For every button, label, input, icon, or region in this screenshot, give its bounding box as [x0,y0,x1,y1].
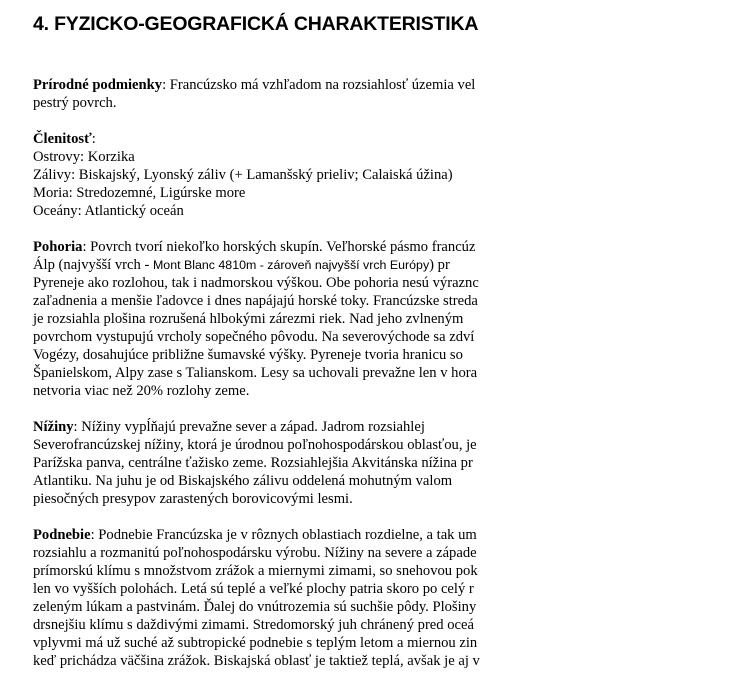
text-line: netvoria viac než 20% rozlohy zeme. [33,383,250,399]
text-line [33,526,733,544]
paragraph-text: : Povrch tvorí niekoľko horských skupín. Veľhorské pásmo francúz [82,239,476,255]
text-line: keď prichádza väčšina zrážok. Biskajská oblasť je taktiež teplá, avšak je aj v [33,653,480,669]
text-line: drsnejšiu klímu s daždivými zimami. Stredomorský juh chránený pred oceá [33,617,474,633]
list-item: Oceány: Atlantický oceán [33,203,184,219]
text-line [33,76,733,94]
text-line: Parížska panva, centrálne ťažisko zeme. Rozsiahlejšia Akvitánska nížina pr [33,455,473,471]
paragraph-podnebie [33,526,733,670]
text-line: Pyreneje ako rozlohou, tak i nadmorskou výškou. Obe pohoria nesú výraznc [33,275,479,291]
paragraph-text: : Podnebie Francúzska je v rôznych oblastiach rozdielne, a tak um [90,527,477,543]
paragraph-label: Nížiny [33,419,74,435]
text-line: zaľadnenia a menšie ľadovce i dnes napájajú horské toky. Francúzske streda [33,293,478,309]
text-line: piesočných presypov zarastených borovicovými lesmi. [33,491,353,507]
paragraph-text: ) pr [429,257,450,273]
paragraph-label: Prírodné podmienky [33,77,163,93]
list-item: Moria: Stredozemné, Ligúrske more [33,185,246,201]
paragraph-text: : Nížiny vypĺňajú prevažne sever a západ. Jadrom rozsiahlej [73,419,425,435]
paragraph-text: : [91,131,96,147]
text-line: povrchom vystupujú vrcholy sopečného pôvodu. Na severovýchode sa zdví [33,329,475,345]
paragraph-prirodne-podmienky [33,76,733,112]
paragraph-text: Álp (najvyšší vrch - [33,257,153,273]
paragraph-label: Členitosť [33,131,92,147]
text-line [33,418,733,436]
text-line: Vogézy, dosahujúce približne šumavské výšky. Pyreneje tvoria hranicu so [33,347,463,363]
text-line: len vo vyšších polohách. Letá sú teplé a veľké plochy patria skoro po celý r [33,581,474,597]
list-item: Zálivy: Biskajský, Lyonský záliv (+ Lamanšský prieliv; Calaiská úžina) [33,167,453,183]
paragraph-niziny [33,418,733,508]
text-line: Severofrancúzskej nížiny, ktorá je úrodnou poľnohospodárskou oblasťou, je [33,437,477,453]
paragraph-text: : Francúzsko má vzhľadom na rozsiahlosť územia vel [162,77,476,93]
paragraph-pohoria [33,238,733,400]
paragraph-text-sans: Mont Blanc 4810m - zároveň najvyšší vrch Európy [152,258,430,272]
document-body [33,76,733,688]
text-line: pestrý povrch. [33,95,117,111]
paragraph-label: Pohoria [33,239,83,255]
text-line: prímorskú klímu s množstvom zrážok a miernymi zimami, so snehovou pok [33,563,478,579]
text-line [33,238,733,256]
text-line: Španielskom, Alpy zase s Talianskom. Lesy sa uchovali prevažne len v hora [33,365,478,381]
text-line: rozsiahlu a rozmanitú poľnohospodársku výrobu. Nížiny na severe a západe [33,545,477,561]
text-line: vplyvmi má už suché až subtropické podnebie s teplým letom a miernou zin [33,635,478,651]
text-line: zeleným lúkam a pastvinám. Ďalej do vnútrozemia sú suchšie pôdy. Plošiny [33,599,477,615]
paragraph-clenitost [33,130,733,220]
list-item: Ostrovy: Korzika [33,149,135,165]
text-line: Atlantiku. Na juhu je od Biskajského zálivu oddelená mohutným valom [33,473,453,489]
text-line [33,256,733,274]
text-line: je rozsiahla plošina rozrušená hlbokými zárezmi riek. Nad jeho zvlneným [33,311,464,327]
paragraph-label: Podnebie [33,527,91,543]
section-heading: 4. FYZICKO-GEOGRAFICKÁ CHARAKTERISTIKA [33,13,479,35]
text-line [33,130,733,148]
